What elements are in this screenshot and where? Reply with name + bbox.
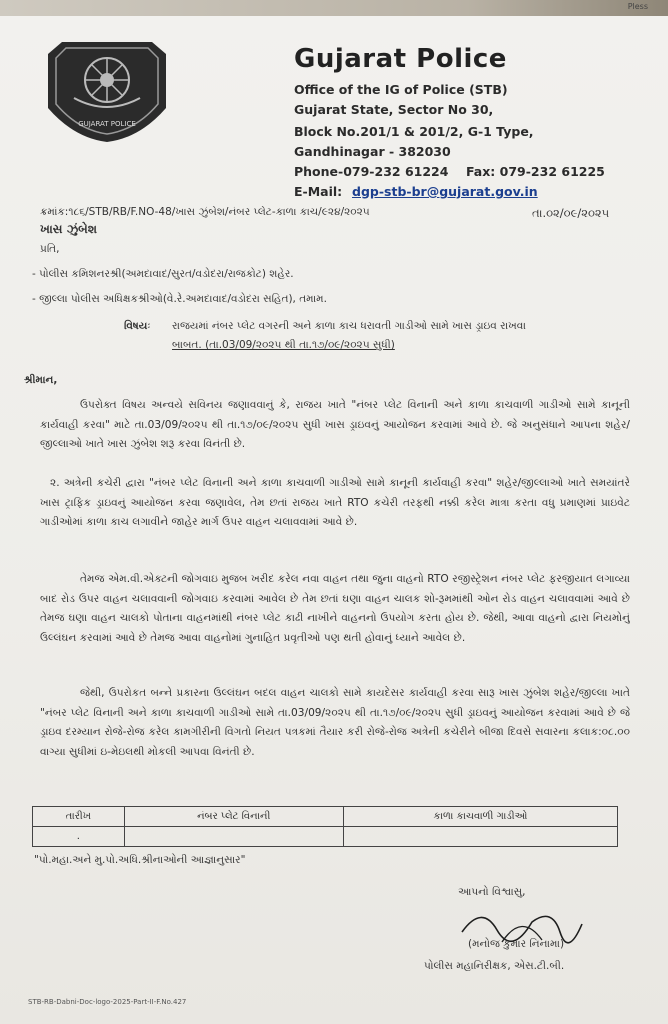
table-header-row bbox=[33, 807, 618, 827]
address-line-2: Gujarat State, Sector No 30, bbox=[294, 102, 494, 117]
paragraph-2 bbox=[40, 474, 630, 568]
to-label: પ્રતિ, bbox=[40, 243, 60, 255]
table-cell bbox=[124, 827, 343, 847]
address-line-3: Block No.201/1 & 201/2, G-1 Type, bbox=[294, 124, 534, 139]
table-cell bbox=[343, 827, 617, 847]
paragraph-2-text: ૨. અત્રેની કચેરી દ્વારા "નંબર પ્લેટ વિનાની અને કાળા કાચવાળી ગાડીઓ સામે કાનૂની કાર્યવાહી કરવા" શહેર/જીલ્લાઓ ખાતે સમયાંતરે ખાસ ટ્રાફિક ડ્રાઇવનું આયોજન કરવા જણાવેલ, તેમ છતાં રાજય ખાતે RTO કચેરી તરફથી નક્કી કરેલ માત્રા કરતા વધુ પ્રમાણમાં પ્રાઇવેટ ગાડીઓમાં કાળા કાચ લગાવીને જાહેર માર્ગ ઉપર વાહન ચલાવવામાં આવે છે. bbox=[40, 477, 630, 529]
letter-date: તા.૦૨/૦૯/૨૦૨૫ bbox=[532, 206, 610, 220]
table-header-black-glass: કાળા કાચવાળી ગાડીઓ bbox=[343, 807, 617, 827]
subject-head: ખાસ ઝુંબેશ bbox=[40, 222, 98, 236]
closing-line: આપનો વિશ્વાસુ, bbox=[458, 886, 526, 898]
org-title: Gujarat Police bbox=[294, 44, 507, 74]
paragraph-1-text: ઉપરોક્ત વિષય અન્વયે સવિનય જણાવવાનું કે, રાજય ખાતે "નંબર પ્લેટ વિનાની અને કાળા કાચવાળી ગાડીઓ સામે કાનૂની કાર્યવાહી કરવા" માટે તા.03/09/૨૦૨૫ થી તા.૧૭/૦૯/૨૦૨૫ સુધી ખાસ ડ્રાઇવનું આયોજન કરવામાં આવે છે. જે અનુસંધાને આપના શહેર/જીલ્લાઓ ખાતે ખાસ ઝુંબેશ શરૂ કરવા વિનંતી છે. bbox=[40, 399, 630, 451]
paragraph-4 bbox=[40, 684, 630, 802]
subject-line-2: બાબત. (તા.03/09/૨૦૨૫ થી તા.૧૭/૦૯/૨૦૨૫ સુધી) bbox=[172, 339, 395, 351]
paragraph-3 bbox=[40, 570, 630, 682]
subject-line-1: રાજયમાં નંબર પ્લેટ વગરની અને કાળા કાચ ધરાવતી ગાડીઓ સામે ખાસ ડ્રાઇવ રાખવા bbox=[172, 320, 526, 332]
paragraph-4-text: જેથી, ઉપરોકત બન્ને પ્રકારના ઉલ્લંઘન બદલ વાહન ચાલકો સામે કાયદેસર કાર્યવાહી કરવા સારૂ ખાસ ઝુંબેશ શહેર/જીલ્લા ખાતે "નંબર પ્લેટ વિનાની અને કાળા કાચવાળી ગાડીઓ સામે તા.03/09/૨૦૨૫ થી તા.૧૭/૦૯/૨૦૨૫ સુધી ડ્રાઇવનું આયોજન કરવામાં આવે છે જે ડ્રાઇવ દરમ્યાન રોજે-રોજ કરેલ કામગીરીની વિગતો નિયત પત્રકમાં તૈયાર કરી રોજે-રોજ અત્રેની કચેરીને બીજા દિવસે સવારના કલાક:૦૮.૦૦ વાગ્યા સુધીમાં ઇ-મેઇલથી મોકલી આપવા વિનંતી છે. bbox=[40, 687, 630, 758]
topright-text: Pless bbox=[627, 2, 648, 11]
reference-number: ક્રમાંક:૧૮૬/STB/RB/F.NO-48/ખાસ ઝુંબેશ/નંબર પ્લેટ-કાળા કાચ/૯૨૪/૨૦૨૫ bbox=[40, 206, 370, 218]
emblem-text: GUJARAT POLICE bbox=[78, 120, 136, 128]
gujarat-police-emblem-icon bbox=[44, 38, 170, 144]
subject-label: વિષયઃ bbox=[124, 320, 151, 332]
recipient-2: - જીલ્લા પોલીસ અધિક્ષકશ્રીઓ(વે.રે.અમદાવાદ/વડોદરા સહિત), તમામ. bbox=[32, 293, 327, 305]
paragraph-3-text: તેમજ એમ.વી.એક્ટની જોગવાઇ મુજબ ખરીદ કરેલ નવા વાહન તથા જુના વાહનો RTO રજીસ્ટ્રેશન નંબર પ્લેટ ફરજીયાત લગાવ્યા બાદ રોડ ઉપર વાહન ચલાવવાની જોગવાઇ કરવામાં આવેલ છે તેમ છતાં ઘણા વાહન ચાલક શો-રૂમમાંથી ઓન રોડ વાહન ચલાવવામાં આવે છે તેમજ ઘણા વાહન ચાલકો પોતાના વાહનમાંથી નંબર પ્લેટ કાઢી નાખીને વાહનનો ઉપયોગ કરતા હોય છે. જેથી, આવા વાહનો દ્વારા નિયમોનું ઉલ્લંઘન કરવામાં આવે છે તેમજ આવા વાહનોમાં ગુનાહિત પ્રવૃતીઓ પણ થતી હોવાનું ધ્યાને આવેલ છે. bbox=[40, 573, 630, 644]
signatory-designation: પોલીસ મહાનિરીક્ષક, એસ.ટી.બી. bbox=[424, 960, 565, 972]
top-edge bbox=[0, 0, 668, 16]
address-line-4: Gandhinagar - 382030 bbox=[294, 144, 451, 159]
table-row bbox=[33, 827, 618, 847]
salutation: શ્રીમાન, bbox=[24, 374, 58, 386]
table-cell: . bbox=[33, 827, 125, 847]
signatory-name: (મનોજ કુમાર નિનામા) bbox=[468, 938, 565, 950]
paragraph-1 bbox=[40, 396, 630, 472]
recipient-1: - પોલીસ કમિશનરશ્રી(અમદાવાદ/સુરત/વડોદરા/રાજકોટ) શહેર. bbox=[32, 268, 294, 280]
report-table bbox=[32, 806, 618, 847]
email-link[interactable]: dgp-stb-br@gujarat.gov.in bbox=[352, 184, 538, 199]
footer-quote: "પો.મહા.અને મુ.પો.અધિ.શ્રીનાઓની આજ્ઞાનુસાર" bbox=[34, 854, 246, 866]
file-reference: STB-RB-Dabni-Doc-logo-2025-Part-II-F.No.427 bbox=[28, 998, 187, 1006]
table-header-date: તારીખ bbox=[33, 807, 125, 827]
phone-number: Phone-079-232 61224 bbox=[294, 164, 449, 179]
fax-number: Fax: 079-232 61225 bbox=[466, 164, 605, 179]
email-label: E-Mail: bbox=[294, 184, 343, 199]
table-header-no-plate: નંબર પ્લેટ વિનાની bbox=[124, 807, 343, 827]
address-line-1: Office of the IG of Police (STB) bbox=[294, 82, 508, 97]
